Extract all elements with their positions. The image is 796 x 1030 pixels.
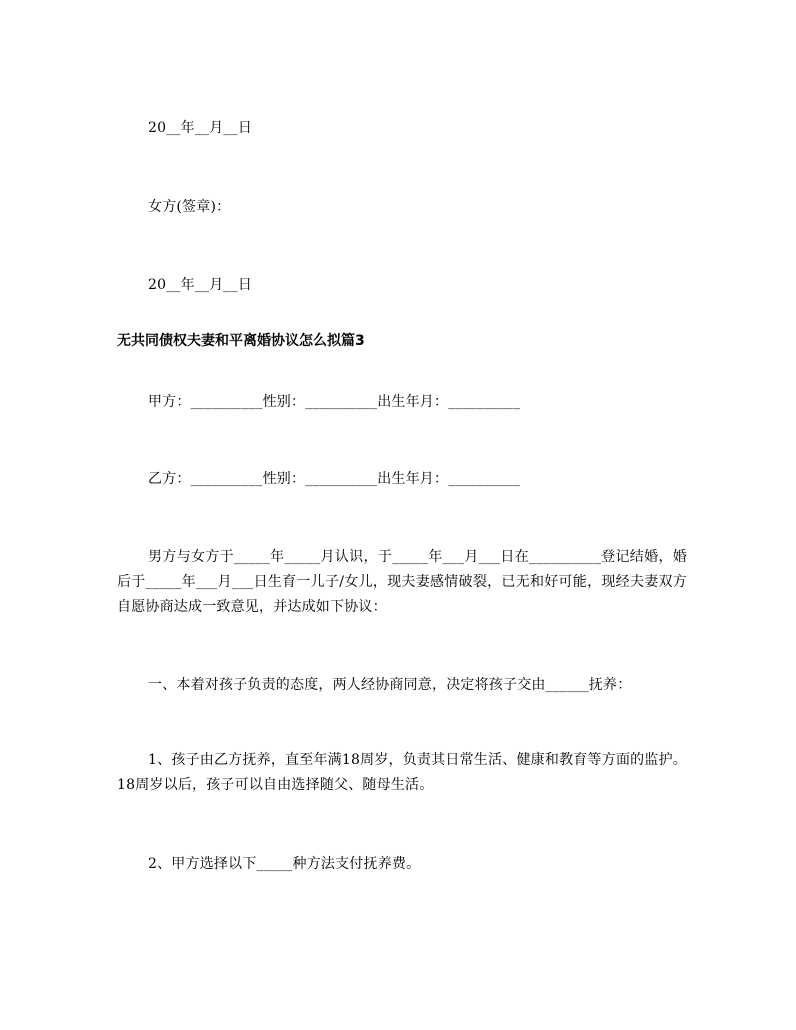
party-b-line: 乙方：__________性别：__________出生年月：__________ [148, 471, 521, 487]
party-a-line: 甲方：__________性别：__________出生年月：__________ [148, 394, 521, 410]
date-line: 20__年__月__日 [148, 277, 253, 293]
female-signature-line: 女方(签章)： [148, 199, 231, 215]
clause-paragraph: 一、本着对孩子负责的态度，两人经协商同意，决定将孩子交由______抚养： [148, 677, 632, 693]
clause-paragraph: 1、孩子由乙方抚养，直至年满18周岁，负责其日常生活、健康和教育等方面的监护。18周岁以后，孩子可以自由选择随父、随母生活。 [117, 752, 687, 793]
section-title: 无共同债权夫妻和平离婚协议怎么拟篇3 [117, 333, 365, 349]
date-line: 20__年__月__日 [148, 120, 253, 136]
clause-paragraph: 2、甲方选择以下_____种方法支付抚养费。 [148, 856, 421, 872]
intro-paragraph: 男方与女方于_____年_____月认识，于_____年___月___日在__________登记结婚，婚后于_____年___月___日生育一儿子/女儿，现夫妻感情破裂，已无和好可能，现经夫妻双方自愿协商达成一致意见，并达成如下协议： [117, 549, 687, 615]
